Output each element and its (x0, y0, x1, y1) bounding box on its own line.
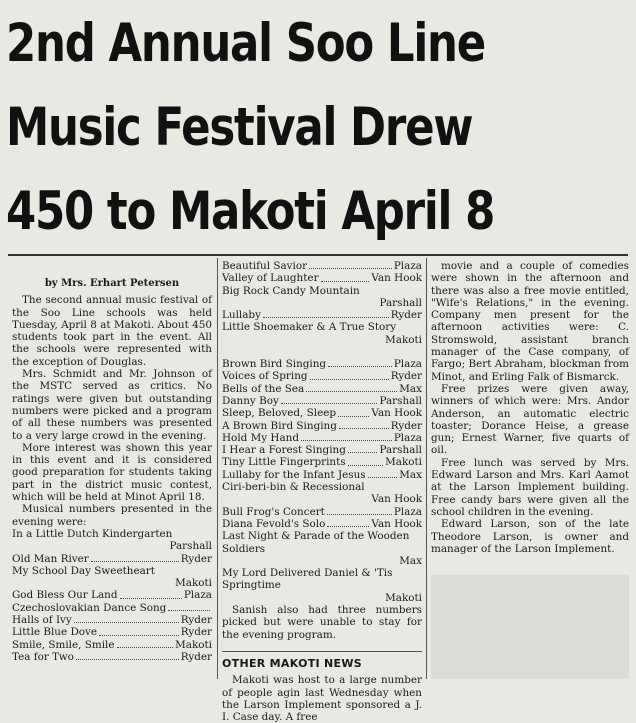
item-title: My School Day Sweetheart (12, 564, 155, 577)
item-school: Plaza (393, 260, 422, 272)
program-item (12, 528, 212, 553)
item-title: Old Man River (12, 552, 89, 565)
section-heading: OTHER MAKOTI NEWS (222, 651, 422, 670)
item-school: Parshall (169, 540, 212, 553)
program-item (12, 626, 212, 638)
paragraph: Edward Larson, son of the late Theodore Larson, is owner and manager of the Larson Implement. (431, 518, 629, 555)
leader-dots (309, 268, 392, 269)
item-title: Hold My Hand (222, 431, 300, 444)
paragraph: More interest was shown this year in this event and it is considered good preparation for students taking part in the district music contest, which will be held at Minot April 18. (12, 441, 212, 504)
program-item (222, 456, 422, 468)
item-school: Max (399, 554, 422, 567)
item-school: Ryder (390, 309, 422, 322)
headline (6, 2, 518, 254)
item-school: Max (399, 468, 422, 481)
item-school: Parshall (379, 444, 422, 457)
item-title: Brown Bird Singing (222, 358, 327, 371)
program-item (222, 260, 422, 272)
item-school: Makoti (385, 333, 422, 346)
item-school: Plaza (393, 358, 422, 371)
headline-line-1: 2nd Annual Soo Line (6, 13, 486, 74)
item-title: Bull Frog's Concert (222, 505, 325, 518)
program-item (222, 469, 422, 481)
column-divider (426, 258, 427, 679)
item-title: God Bless Our Land (12, 589, 118, 602)
program-item (222, 420, 422, 432)
leader-dots (321, 281, 370, 282)
leader-dots (263, 317, 389, 318)
item-school: Plaza (393, 431, 422, 444)
program-item (222, 358, 422, 370)
leader-dots (91, 561, 179, 562)
item-title: Smile, Smile, Smile (12, 638, 115, 651)
item-title: A Brown Bird Singing (222, 419, 337, 432)
paragraph: Free prizes were given away, winners of which were: Mrs. Andor Anderson, an automatic electric toaster; Dorance Heise, a grease gun; Ernest Warner, five quarts of oil. (431, 382, 629, 457)
paragraph: movie and a couple of comedies were shown in the afternoon and there was also a free movie entitled, "Wife's Relations," in the evening. Company men present for the afternoon activities were: C. Stromswold, assistant branch manager of the Case company, of Fargo; Bert Abraham, blockman from Minot, and Erling Falk of Bismarck. (431, 260, 629, 383)
item-school: Van Hook (371, 407, 422, 420)
item-title: In a Little Dutch Kindergarten (12, 527, 173, 540)
item-title: Sleep, Beloved, Sleep (222, 407, 337, 420)
headline-rule (8, 254, 628, 256)
leader-dots (281, 403, 378, 404)
paragraph: Free lunch was served by Mrs. Edward Larson and Mrs. Karl Aamot at the Larson Implement building. Free candy bars were given all the school children in the evening. (431, 456, 629, 518)
item-school: Makoti (175, 638, 212, 651)
program-item (222, 370, 422, 382)
program-item (222, 506, 422, 518)
headline-line-2: Music Festival Drew (6, 97, 473, 158)
leader-dots (338, 416, 369, 417)
item-school: Ryder (180, 650, 212, 663)
program-item (222, 272, 422, 284)
item-title: Little Blue Dove (12, 626, 98, 639)
item-title: Halls of Ivy (12, 614, 72, 627)
program-item (12, 614, 212, 626)
item-title: I Hear a Forest Singing (222, 444, 346, 457)
program-item (222, 567, 422, 604)
program-item (12, 602, 212, 614)
leader-dots (99, 635, 179, 636)
leader-dots (327, 514, 392, 515)
item-school: Ryder (390, 419, 422, 432)
column-1 (12, 260, 212, 679)
item-title: My Lord Delivered Daniel & 'Tis Springtime (222, 567, 393, 592)
leader-dots (348, 465, 384, 466)
leader-dots (306, 391, 397, 392)
paragraph: The second annual music festival of the Soo Line schools was held Tuesday, April 8 at Makoti. About 450 students took part in the event. All the schools were represented with the exception of Douglas. (12, 294, 212, 368)
item-title: Czechoslovakian Dance Song (12, 601, 167, 614)
item-title: Ciri-beri-bin & Recessional (222, 481, 365, 494)
paragraph: Musical numbers presented in the evening were: (12, 503, 212, 528)
item-title: Big Rock Candy Mountain (222, 284, 360, 297)
item-title: Valley of Laughter (222, 272, 319, 285)
item-title: Lullaby (222, 309, 261, 322)
item-school: Ryder (180, 614, 212, 627)
item-school: Van Hook (371, 517, 422, 530)
item-title: Last Night & Parade of the Wooden Soldiers (222, 530, 410, 555)
leader-dots (327, 526, 369, 527)
program-item (222, 395, 422, 407)
item-school: Makoti (175, 577, 212, 590)
item-title: Tea for Two (12, 650, 74, 663)
program-item (12, 553, 212, 565)
item-school: Parshall (379, 296, 422, 309)
leader-dots (301, 440, 392, 441)
program-item (222, 432, 422, 444)
leader-dots (168, 610, 210, 611)
item-school: Parshall (379, 394, 422, 407)
leader-dots (368, 477, 398, 478)
program-item (12, 639, 212, 651)
program-item (222, 321, 422, 346)
program-item (222, 530, 422, 567)
leader-dots (120, 598, 182, 599)
item-school: Max (399, 382, 422, 395)
column-divider (217, 258, 218, 679)
leader-dots (348, 452, 378, 453)
item-school: Ryder (390, 370, 422, 383)
program-item (222, 518, 422, 530)
item-title: Diana Fevold's Solo (222, 517, 326, 530)
byline: by Mrs. Erhart Petersen (44, 278, 180, 289)
item-school: Makoti (385, 591, 422, 604)
item-school: Makoti (385, 456, 422, 469)
paragraph: Mrs. Schmidt and Mr. Johnson of the MSTC served as critics. No ratings were given but outstanding numbers were picked and a program of all these numbers was presented to a very large crowd in the evening. (12, 368, 212, 442)
item-title: Danny Boy (222, 394, 279, 407)
program-item (12, 651, 212, 663)
leader-dots (328, 366, 392, 367)
leader-dots (339, 428, 389, 429)
program-item (222, 309, 422, 321)
headline-line-3: 450 to Makoti April 8 (6, 181, 495, 242)
program-item (12, 589, 212, 601)
leader-dots (74, 622, 179, 623)
paragraph: Sanish also had three numbers picked but were unable to stay for the evening program. (222, 604, 422, 641)
item-title: Tiny Little Fingerprints (222, 456, 346, 469)
item-school: Van Hook (371, 272, 422, 285)
leader-dots (76, 659, 179, 660)
program-item (222, 285, 422, 310)
program-item (12, 565, 212, 590)
faded-area (431, 575, 629, 679)
program-item (222, 481, 422, 506)
item-school: Plaza (183, 589, 212, 602)
item-title: Bells of the Sea (222, 382, 305, 395)
item-title: Lullaby for the Infant Jesus (222, 468, 366, 481)
item-school: Plaza (393, 505, 422, 518)
item-school: Van Hook (371, 493, 422, 506)
program-item (222, 407, 422, 419)
paragraph: Makoti was host to a large number of people agin last Wednesday when the Larson Implement sponsored a J. I. Case day. A free (222, 674, 422, 723)
column-2 (222, 260, 422, 723)
item-title: Voices of Spring (222, 370, 308, 383)
program-item (222, 444, 422, 456)
item-title: Little Shoemaker & A True Story (222, 321, 397, 334)
leader-dots (117, 647, 174, 648)
item-school: Ryder (180, 552, 212, 565)
program-item (222, 383, 422, 395)
leader-dots (310, 379, 389, 380)
item-school: Ryder (180, 626, 212, 639)
item-title: Beautiful Savior (222, 260, 308, 272)
